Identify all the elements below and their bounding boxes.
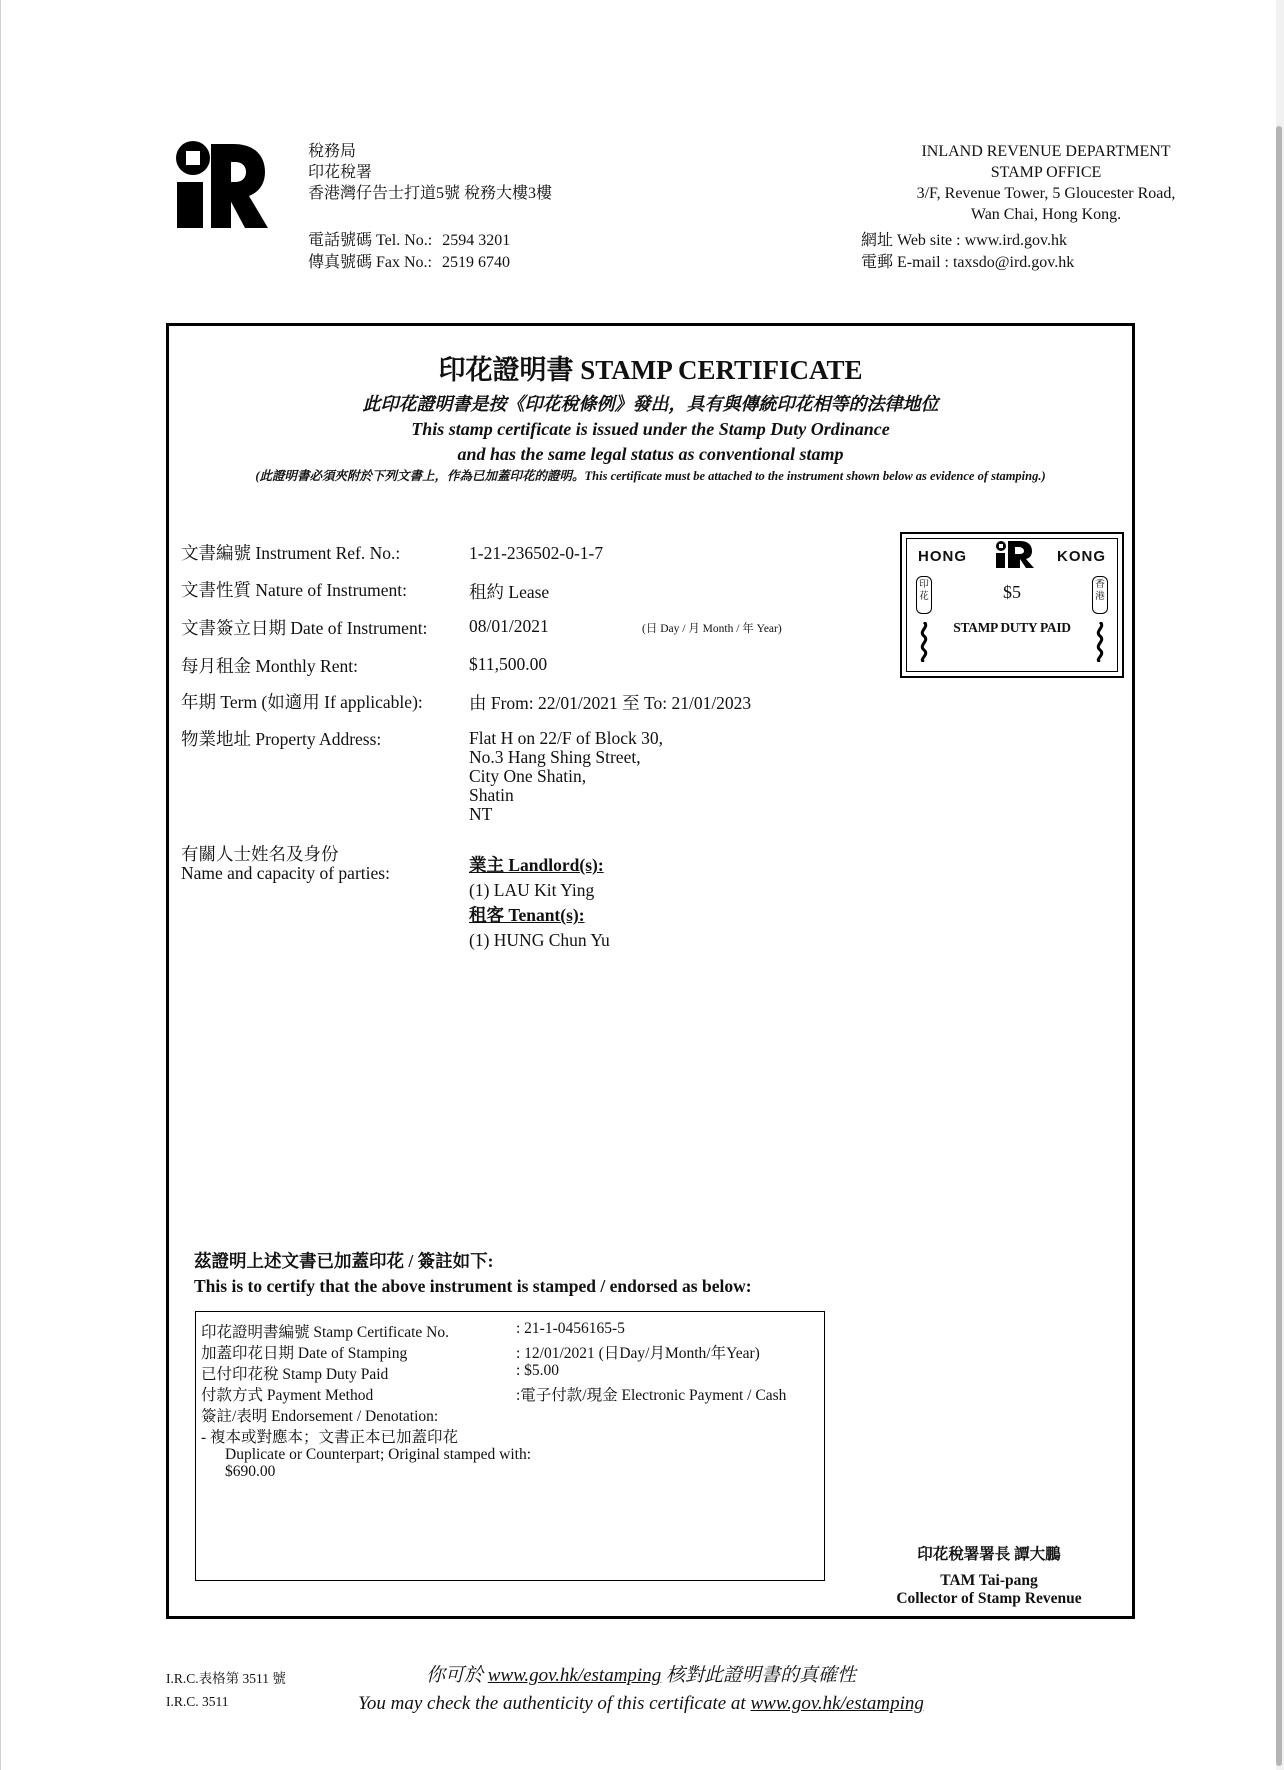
address-zh: 香港灣仔告士打道5號 稅務大樓3樓 [308,185,553,202]
verify-zh-post: 核對此證明書的真確性 [661,1665,856,1686]
stamp-amount: $5 [1003,582,1021,602]
duty-paid-value: : $5.00 [516,1362,560,1379]
stamp-ornament-icon [1092,622,1108,662]
parties-label-zh: 有關人士姓名及身份 [181,844,339,864]
address-line: Shatin [469,785,514,805]
certification-statement [194,1249,752,1299]
form-number [166,1667,286,1713]
attachment-note: (此證明書必須夾附於下列文書上，作為已加蓋印花的證明。This certificate must be attached to the instrument shown below as evidence of stamping.) [255,469,1046,483]
office-address-zh [308,141,552,204]
verify-link-en[interactable]: www.gov.hk/estamping [750,1693,924,1714]
rent-label: 每月租金 Monthly Rent: [181,656,358,676]
stamp-duty-paid: STAMP DUTY PAID [953,620,1071,635]
property-address [469,729,663,824]
stamp-side-left: 印花 [916,576,932,614]
scrollbar-thumb[interactable] [1276,126,1282,1766]
payment-method-value: :電子付款/現金 Electronic Payment / Cash [516,1387,787,1404]
stamp-logo-icon [994,540,1034,568]
office-address-en [791,141,1284,225]
nature-label: 文書性質 Nature of Instrument: [181,580,407,600]
parties-list [469,853,610,953]
address-line: Flat H on 22/F of Block 30, [469,728,663,748]
address-label: 物業地址 Property Address: [181,729,382,749]
subtitle-en-2: and has the same legal status as conventional stamp [457,444,844,464]
cert-no-value: : 21-1-0456165-5 [516,1320,625,1337]
certificate-title: 印花證明書 STAMP CERTIFICATE [438,355,863,385]
tel-value: 2594 3201 [442,232,511,249]
address-en-2: Wan Chai, Hong Kong. [970,206,1122,223]
endorsement-note-zh: - 複本或對應本；文書正本已加蓋印花 [201,1429,459,1446]
parties-label [181,845,390,883]
landlord-name: (1) LAU Kit Ying [469,880,595,900]
certify-zh: 茲證明上述文書已加蓋印花 / 簽註如下: [194,1251,494,1271]
nature-value: 租約 Lease [469,582,550,602]
form-number-zh: I.R.C.表格第 3511 號 [166,1671,286,1686]
ref-no-label: 文書編號 Instrument Ref. No.: [181,543,401,563]
address-line: City One Shatin, [469,766,587,786]
form-number-en: I.R.C. 3511 [166,1694,229,1709]
term-label: 年期 Term (如適用 If applicable): [181,692,423,712]
contact-numbers [308,230,510,274]
endorsement-note-amount: $690.00 [225,1463,276,1480]
stamp-certificate [166,323,1135,1619]
certify-en: This is to certify that the above instrument is stamped / endorsed as below: [194,1276,752,1296]
verify-link-zh[interactable]: www.gov.hk/estamping [487,1665,662,1686]
fax-label: 傳真號碼 Fax No.: [308,254,433,271]
website: 網址 Web site : www.ird.gov.hk [861,232,1067,249]
landlord-heading: 業主 Landlord(s): [469,855,604,875]
office-name-zh: 印花稅署 [308,164,373,181]
collector-zh: 印花稅署署長 譚大鵬 [917,1546,1061,1563]
tenant-name: (1) HUNG Chun Yu [469,930,610,950]
date-value: 08/01/2021 [469,616,549,636]
stamp-kong: KONG [1057,548,1106,565]
email: 電郵 E-mail : taxsdo@ird.gov.hk [861,254,1075,271]
address-en-1: 3/F, Revenue Tower, 5 Gloucester Road, [916,185,1176,202]
certificate-subtitle [169,392,1132,467]
subtitle-zh: 此印花證明書是按《印花稅條例》發出，具有與傳統印花相等的法律地位 [362,394,939,414]
stamping-date-value: : 12/01/2021 (日Day/月Month/年Year) [516,1345,760,1362]
date-label: 文書簽立日期 Date of Instrument: [181,618,428,638]
dept-name-zh: 稅務局 [308,143,357,160]
endorsement-box [195,1311,825,1581]
verify-en-pre: You may check the authenticity of this certificate at [358,1693,751,1714]
collector-title: Collector of Stamp Revenue [896,1590,1082,1607]
duty-paid-label: 已付印花稅 Stamp Duty Paid [201,1366,389,1383]
web-contacts [861,230,1074,274]
office-name-en: STAMP OFFICE [990,164,1102,181]
tel-label: 電話號碼 Tel. No.: [308,232,433,249]
stamp-duty-mark [900,532,1124,678]
address-line: No.3 Hang Shing Street, [469,747,641,767]
cert-no-label: 印花證明書編號 Stamp Certificate No. [201,1324,449,1341]
stamping-date-label: 加蓋印花日期 Date of Stamping [201,1345,408,1362]
tenant-heading: 租客 Tenant(s): [469,905,585,925]
stamp-ornament-icon [916,622,932,662]
verification-note [301,1662,981,1718]
endorsement-label: 簽註/表明 Endorsement / Denotation: [201,1408,439,1425]
address-line: NT [469,804,493,824]
dept-name-en: INLAND REVENUE DEPARTMENT [921,143,1171,160]
ird-logo [173,140,268,228]
endorsement-note-en: Duplicate or Counterpart; Original stamped with: [225,1446,532,1463]
subtitle-en-1: This stamp certificate is issued under the Stamp Duty Ordinance [411,419,890,439]
endorsement-note [201,1429,531,1480]
term-value: 由 From: 22/01/2021 至 To: 21/01/2023 [469,693,752,713]
verify-zh-pre: 你可於 [426,1665,488,1686]
fax-value: 2519 6740 [442,254,511,271]
parties-label-en: Name and capacity of parties: [181,863,390,883]
stamp-hong: HONG [918,548,967,565]
rent-value: $11,500.00 [469,654,548,674]
date-format-note: (日 Day / 月 Month / 年 Year) [642,623,782,635]
payment-method-label: 付款方式 Payment Method [201,1387,374,1404]
collector-name: TAM Tai-pang [940,1572,1038,1589]
stamp-side-right: 香港 [1092,576,1108,614]
ref-no-value: 1-21-236502-0-1-7 [469,543,604,563]
collector-signature [869,1546,1109,1608]
